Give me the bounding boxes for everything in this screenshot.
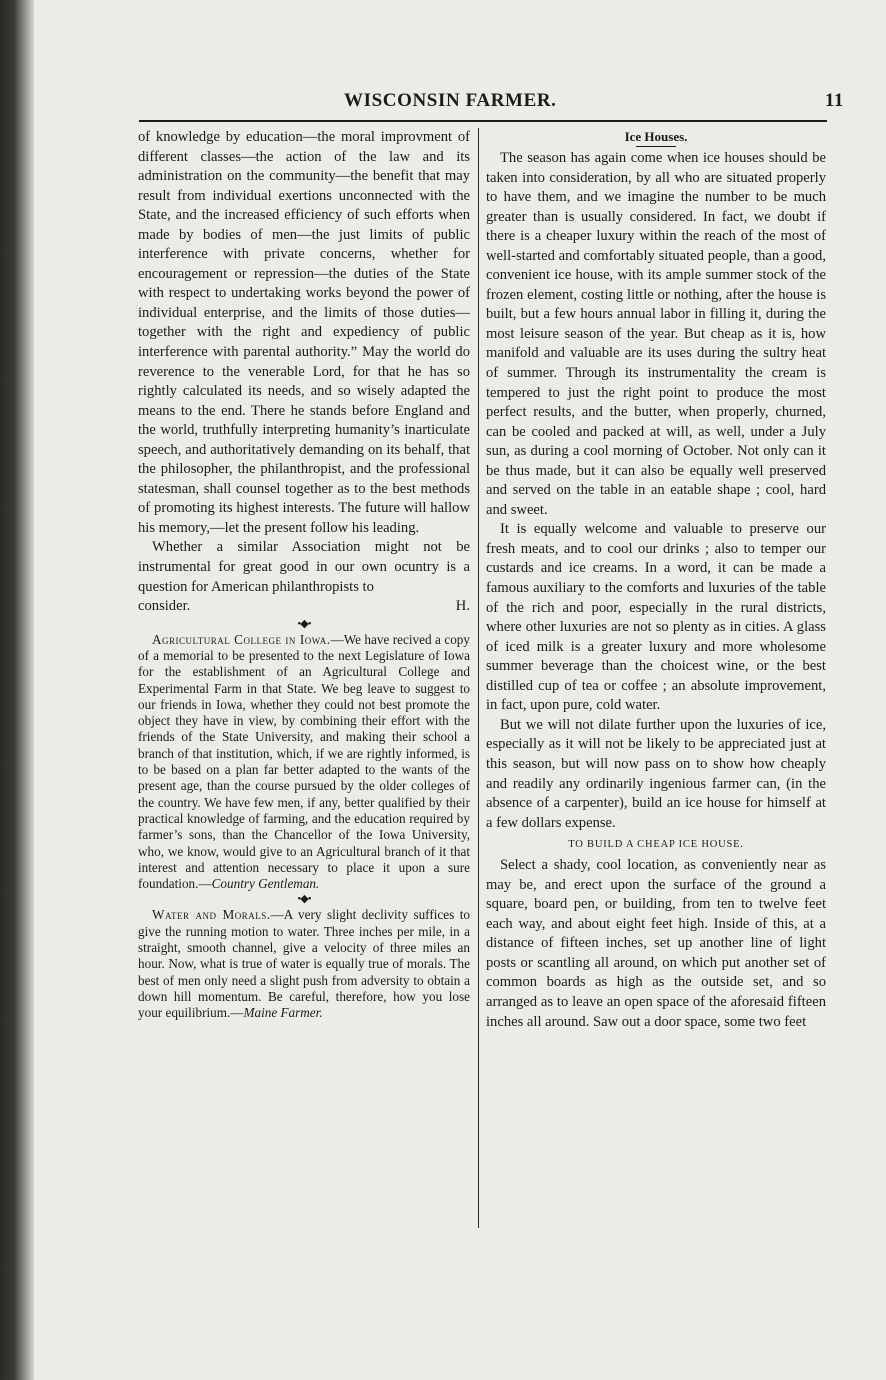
subheading: TO BUILD A CHEAP ICE HOUSE. [568, 839, 744, 851]
college-article [138, 632, 470, 893]
right-column [486, 128, 826, 1032]
essay-paragraph: of knowledge by education—the moral improvment of different classes—the action of the law and its administration on the community—the benefit that may result from individual exertions unconnected with the State, and the increased efficiency of such efforts when made by bodies of men—the just limits of public interference with private concerns, whether for encouragement or repression—the duties of the State with respect to undertaking works beyond the power of individual enterprise, and the limits of those duties—together with the right and expediency of public interference with parental authority.” May the world do reverence to the venerable Lord, for that he has so rightly calculated its needs, and so wisely adapted the means to the end. There he stands before England and the world, truthfully interpreting humanity’s inarticulate speech, and authoritatively demanding on its behalf, that the philosopher, the philanthropist, and the professional statesman, shall counsel together as to the best methods of promoting its highest interests. The future will hallow his memory,—let the present follow his leading. [138, 129, 470, 536]
section-ornament: •◆• [297, 893, 311, 906]
ice-paragraph-2: It is equally welcome and valuable to preserve our fresh meats, and to cool our drinks ; also to temper our custards and ice creams. In a word, it can be made a famous auxiliary to the comforts and luxuries of the table of the rich and poor, especially in the rural districts, where other luxuries are not so plenty as in cities. A glass of iced milk is a greater luxury and more wholesome summer beverage than the choicest wine, or the best distilled cup of tea or coffee ; an absolute improvement, in fact, upon pure, cold water. [486, 521, 826, 714]
signature: H. [455, 598, 470, 615]
water-body: —A very slight declivity suffices to give the running motion to water. Three inches per mile, in a straight, smooth channel, give a velocity of three miles an hour. Now, what is true of water is equally true of morals. The best of men only need a slight push from adversity to obtain a down hill momentum. Be careful, therefore, how you lose your equilibrium.— [138, 907, 470, 1021]
ice-paragraph-1: The season has again come when ice houses should be taken into consideration, by all who are situated properly to have them, and we imagine the number to be much greater than is usually considered. In fact, we doubt if there is a cheaper luxury within the reach of the most of well-started and comfortably situated people, than a good, convenient ice house, with its ample summer stock of the frozen element, costing little or nothing, after the house is built, but a few hours annual labor in filling it, during the most leisure season of the year. But cheap as it is, how manifold and valuable are its uses during the sultry heat of summer. Through its instrumentality the cream is tempered to just the right point to produce the most perfect results, and the butter, when properly, churned, can be cooled and packed at will, as well, under a July sun, as during a cool morning of October. Not only can it be thus made, but it can also be equally well preserved and served on the table in an eatable shape ; cool, hard and sweet. [486, 150, 826, 518]
ice-paragraph-3: But we will not dilate further upon the luxuries of ice, especially as it will not be likely to be appreciated just at this season, but will now pass on to show how cheaply and readily any ordinarily ingenious farmer can, (in the absence of a carpenter), build an ice house for himself at a few dollars expense. [486, 716, 826, 831]
running-head [344, 90, 844, 114]
water-source: Maine Farmer. [243, 1005, 323, 1021]
signature-line [138, 597, 470, 617]
running-title: WISCONSIN FARMER. [344, 90, 557, 111]
page [34, 0, 886, 1380]
column-divider [478, 128, 479, 1228]
college-heading: Agricultural College in Iowa. [152, 631, 331, 647]
water-heading: Water and Morals. [152, 907, 271, 923]
book-binding-edge [0, 0, 34, 1380]
closing-text: Whether a similar Association might not be instrumental for great good in our own ocuntry is a question for American philanthropists to [138, 539, 470, 595]
college-body: —We have recived a copy of a memorial to be presented to the next Legislature of Iowa for the establishment of an Agricultural College and Experimental Farm in that State. We beg leave to suggest to our friends in Iowa, whether they could not best promote the object they have in view, by combining their effort with the friends of the State University, and making their school a branch of that institution, which, if we are rightly informed, is to be based on a plan far better adapted to the wants of the present age, than the course pursued by the older colleges of the country. We have few men, if any, better qualified by their practical knowledge of farming, and the education required by farmer’s sons, than the Chancellor of the Iowa University, who, we know, would give to an Agricultural branch of it that interest and attention necessary to place it upon a sure foundation.— [138, 631, 470, 892]
college-source: Country Gentleman. [211, 876, 320, 892]
closing-last-word: consider. [138, 598, 191, 615]
left-column [138, 128, 470, 1022]
section-ornament: •◆• [297, 617, 311, 630]
ice-paragraph-4: Select a shady, cool location, as conveniently near as may be, and erect upon the surface of the ground a square, board pen, or building, from ten to twelve feet each way, and about eight feet high. Inside of this, at a distance of fifteen inches, set up another line of light posts or scantling all around, on which put another set of common boards as high as the outside set, and so arranged as to leave an open space of the aforesaid fifteen inches all around. Saw out a door space, some two feet [486, 857, 826, 1030]
water-article [138, 907, 470, 1021]
closing-paragraph [138, 538, 470, 597]
title-rule [636, 146, 676, 147]
article-title: Ice Houses. [624, 129, 688, 144]
header-rule [139, 120, 827, 122]
page-number: 11 [824, 90, 844, 111]
